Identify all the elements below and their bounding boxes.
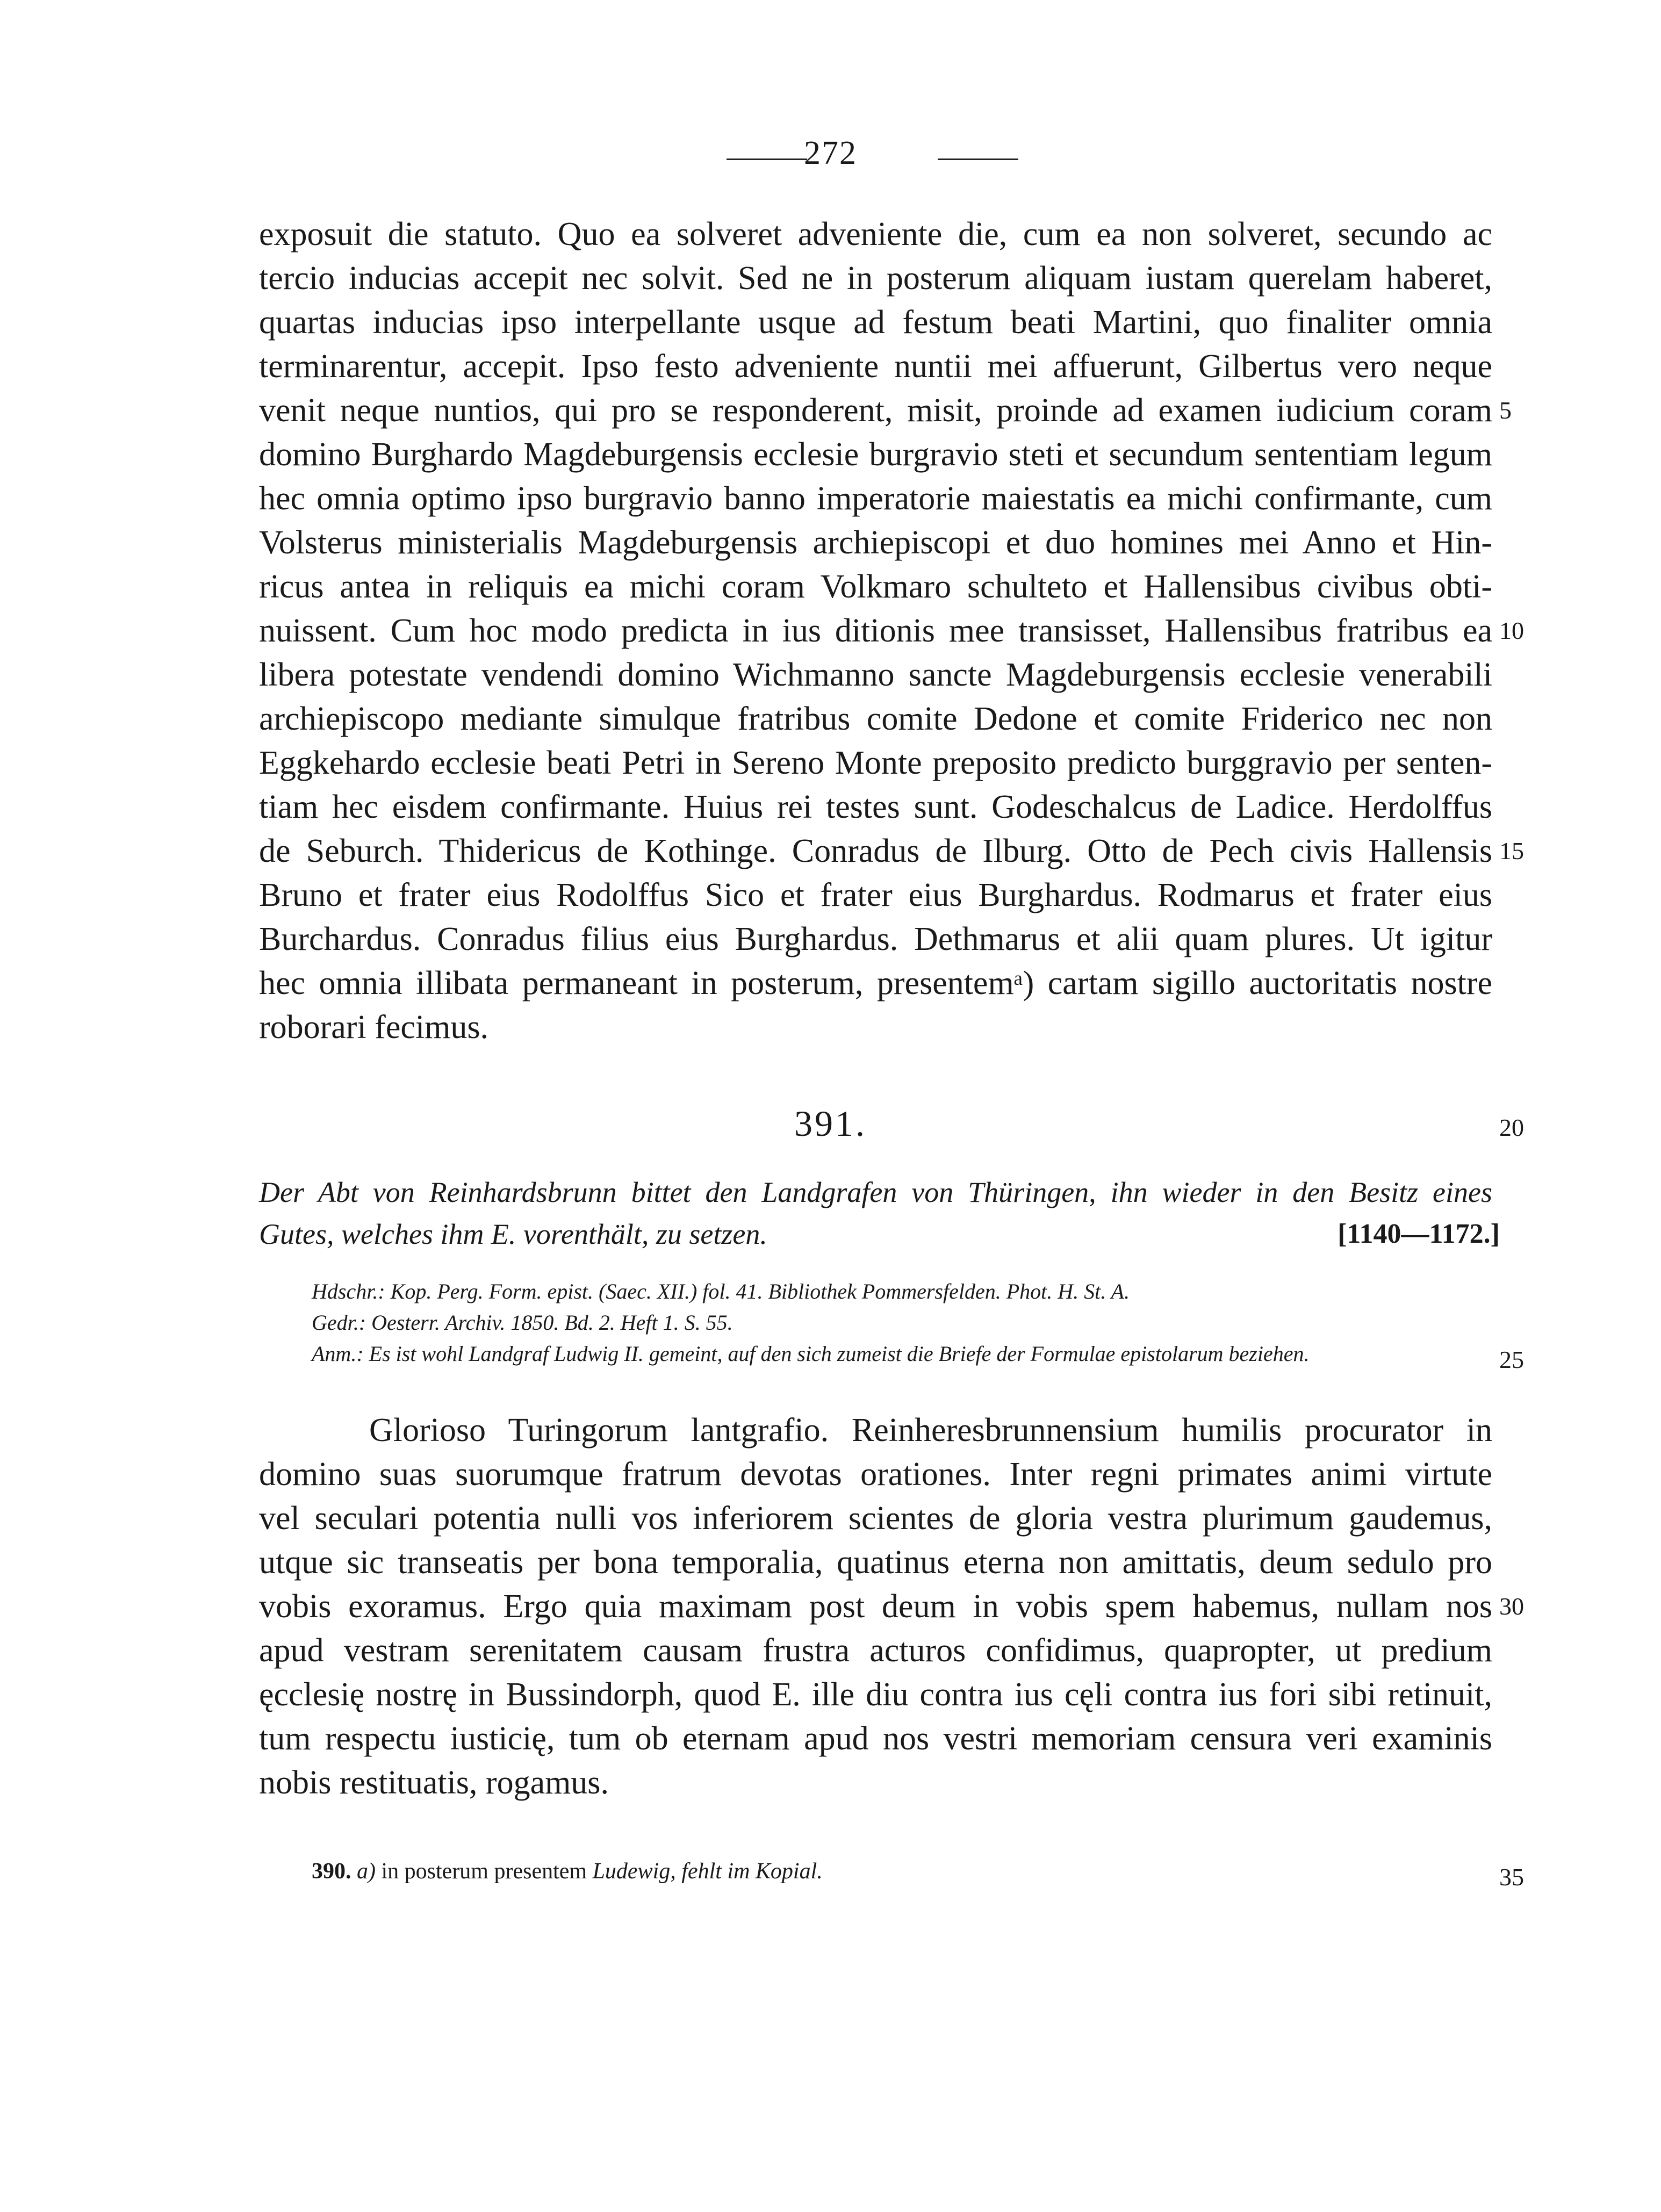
text-line: apud vestram serenitatem causam frustra acturos confidimus, quapropter, ut predium bbox=[259, 1632, 1492, 1669]
edition-note: Gedr.: Oesterr. Archiv. 1850. Bd. 2. Heft 1. S. 55. bbox=[312, 1310, 733, 1335]
line-number: 25 bbox=[1499, 1346, 1524, 1373]
text-line: exposuit die statuto. Quo ea solveret adveniente die, cum ea non solveret, secundo ac bbox=[259, 216, 1492, 253]
text-line: Volsterus ministerialis Magdeburgensis archiepiscopi et duo homines mei Anno et Hin- bbox=[259, 524, 1492, 561]
line-number: 30 bbox=[1499, 1593, 1524, 1620]
text-line: archiepiscopo mediante simulque fratribus comite Dedone et comite Friderico nec non bbox=[259, 701, 1492, 737]
header-rule-right bbox=[938, 158, 1018, 160]
line-number: 10 bbox=[1499, 617, 1524, 644]
text-line: quartas inducias ipso interpellante usque ad festum beati Martini, quo finaliter omnia bbox=[259, 304, 1492, 341]
text-line: Bruno et frater eius Rodolffus Sico et frater eius Burghardus. Rodmarus et frater eius bbox=[259, 877, 1492, 913]
page-number: 272 bbox=[804, 135, 857, 171]
document-summary: Gutes, welches ihm E. vorenthält, zu setzen. bbox=[259, 1218, 767, 1250]
remark-note: Anm.: Es ist wohl Landgraf Ludwig II. gemeint, auf den sich zumeist die Briefe der Formulae epistolarum beziehen. bbox=[312, 1342, 1310, 1366]
document-number: 391. bbox=[794, 1103, 867, 1144]
text-line: tum respectu iusticię, tum ob eternam apud nos vestri memoriam censura veri examinis bbox=[259, 1720, 1492, 1757]
text-line: nobis restituatis, rogamus. bbox=[259, 1764, 609, 1801]
manuscript-note: Hdschr.: Kop. Perg. Form. epist. (Saec. XII.) fol. 41. Bibliothek Pommersfelden. Phot. H. St. A. bbox=[312, 1279, 1130, 1303]
text-line: libera potestate vendendi domino Wichmanno sancte Magdeburgensis ecclesie venerabili bbox=[259, 657, 1492, 693]
text-line: utque sic transeatis per bona temporalia, quatinus eterna non amittatis, deum sedulo pro bbox=[259, 1544, 1492, 1581]
text-line: domino suas suorumque fratrum devotas orationes. Inter regni primates animi virtute bbox=[259, 1456, 1492, 1493]
text-line: roborari fecimus. bbox=[259, 1009, 488, 1046]
line-number: 35 bbox=[1499, 1863, 1524, 1891]
footnote-italic-text: Ludewig, fehlt im Kopial. bbox=[592, 1859, 823, 1884]
footnote-text: in posterum presentem bbox=[381, 1859, 587, 1884]
line-number: 20 bbox=[1499, 1114, 1524, 1141]
text-line: hec omnia optimo ipso burgravio banno imperatorie maiestatis ea michi confirmante, cum bbox=[259, 480, 1492, 517]
text-line: vobis exoramus. Ergo quia maximam post deum in vobis spem habemus, nullam nos bbox=[259, 1588, 1492, 1625]
text-line: Burchardus. Conradus filius eius Burghardus. Dethmarus et alii quam plures. Ut igitur bbox=[259, 921, 1492, 957]
text-line: ęcclesię nostrę in Bussindorph, quod E. ille diu contra ius cęli contra ius fori sibi retinuit, bbox=[259, 1676, 1492, 1713]
footnote-number: 390. bbox=[312, 1859, 351, 1884]
text-line: ricus antea in reliquis ea michi coram Volkmaro schulteto et Hallensibus civibus obti- bbox=[259, 568, 1492, 605]
text-line: vel seculari potentia nulli vos inferiorem scientes de gloria vestra plurimum gaudemus, bbox=[259, 1500, 1492, 1537]
text-line: domino Burghardo Magdeburgensis ecclesie burgravio steti et secundum sententiam legum bbox=[259, 436, 1492, 473]
footnote bbox=[312, 1855, 823, 1887]
text-line: de Seburch. Thidericus de Kothinge. Conradus de Ilburg. Otto de Pech civis Hallensis bbox=[259, 833, 1492, 869]
text-line: tiam hec eisdem confirmante. Huius rei testes sunt. Godeschalcus de Ladice. Herdolffus bbox=[259, 789, 1492, 825]
document-summary: Der Abt von Reinhardsbrunn bittet den Landgrafen von Thüringen, ihn wieder in den Besitz eines bbox=[259, 1176, 1492, 1208]
text-line: terminarentur, accepit. Ipso festo adveniente nuntii mei affuerunt, Gilbertus vero neque bbox=[259, 348, 1492, 385]
text-line: Glorioso Turingorum lantgrafio. Reinheresbrunnensium humilis procurator in bbox=[369, 1412, 1492, 1449]
footnote-marker: a) bbox=[357, 1859, 376, 1884]
line-number: 5 bbox=[1499, 397, 1512, 424]
document-date: [1140—1172.] bbox=[1338, 1219, 1500, 1249]
text-line: nuissent. Cum hoc modo predicta in ius ditionis mee transisset, Hallensibus fratribus ea bbox=[259, 613, 1492, 649]
text-line: venit neque nuntios, qui pro se responderent, misit, proinde ad examen iudicium coram bbox=[259, 392, 1492, 429]
text-line: hec omnia illibata permaneant in posterum, presentemᵃ) cartam sigillo auctoritatis nostre bbox=[259, 965, 1492, 1001]
text-line: tercio inducias accepit nec solvit. Sed ne in posterum aliquam iustam querelam haberet, bbox=[259, 260, 1492, 297]
text-line: Eggkehardo ecclesie beati Petri in Sereno Monte preposito predicto burggravio per senten- bbox=[259, 745, 1492, 781]
line-number: 15 bbox=[1499, 837, 1524, 864]
